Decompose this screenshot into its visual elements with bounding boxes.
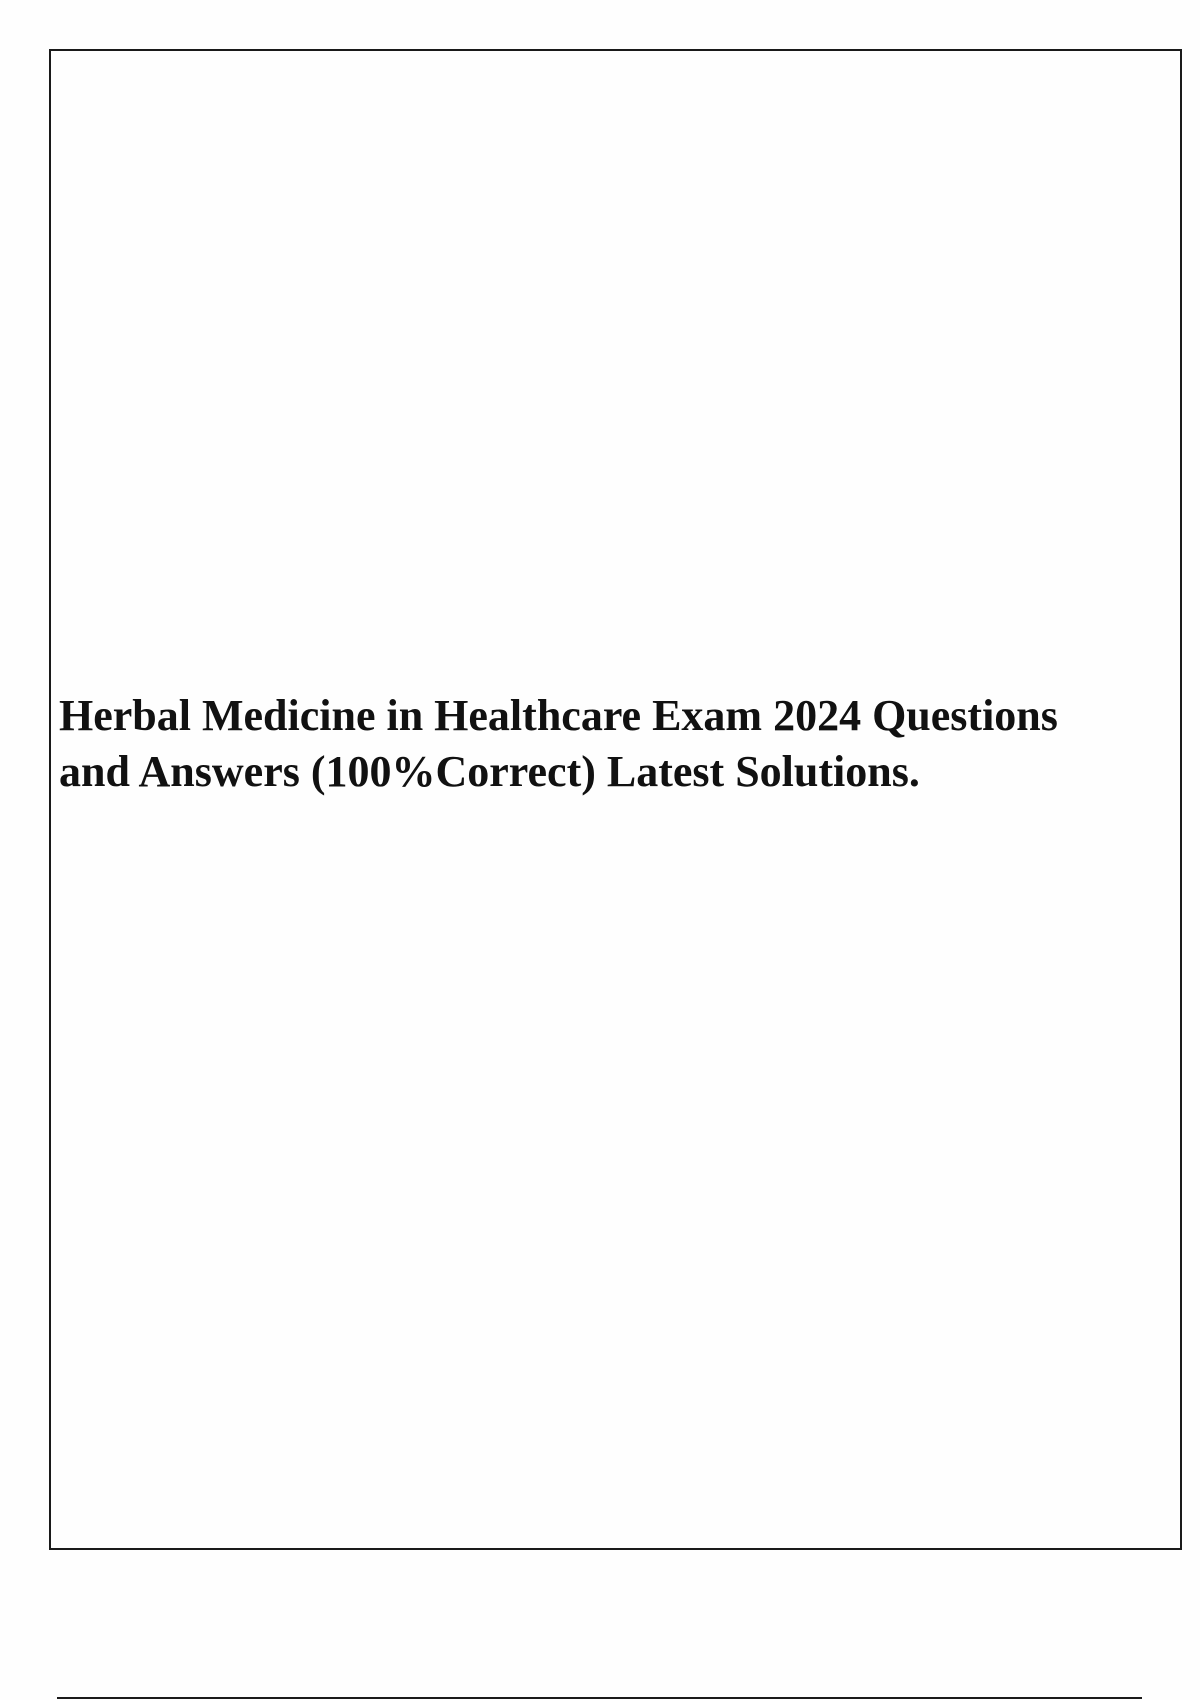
document-title-line-1: Herbal Medicine in Healthcare Exam 2024 Questions bbox=[59, 691, 1058, 740]
document-title-line-2: and Answers (100%Correct) Latest Solutions. bbox=[59, 747, 920, 796]
footer-divider bbox=[57, 1697, 1142, 1699]
cover-frame bbox=[49, 49, 1182, 1550]
document-title bbox=[59, 688, 1179, 800]
